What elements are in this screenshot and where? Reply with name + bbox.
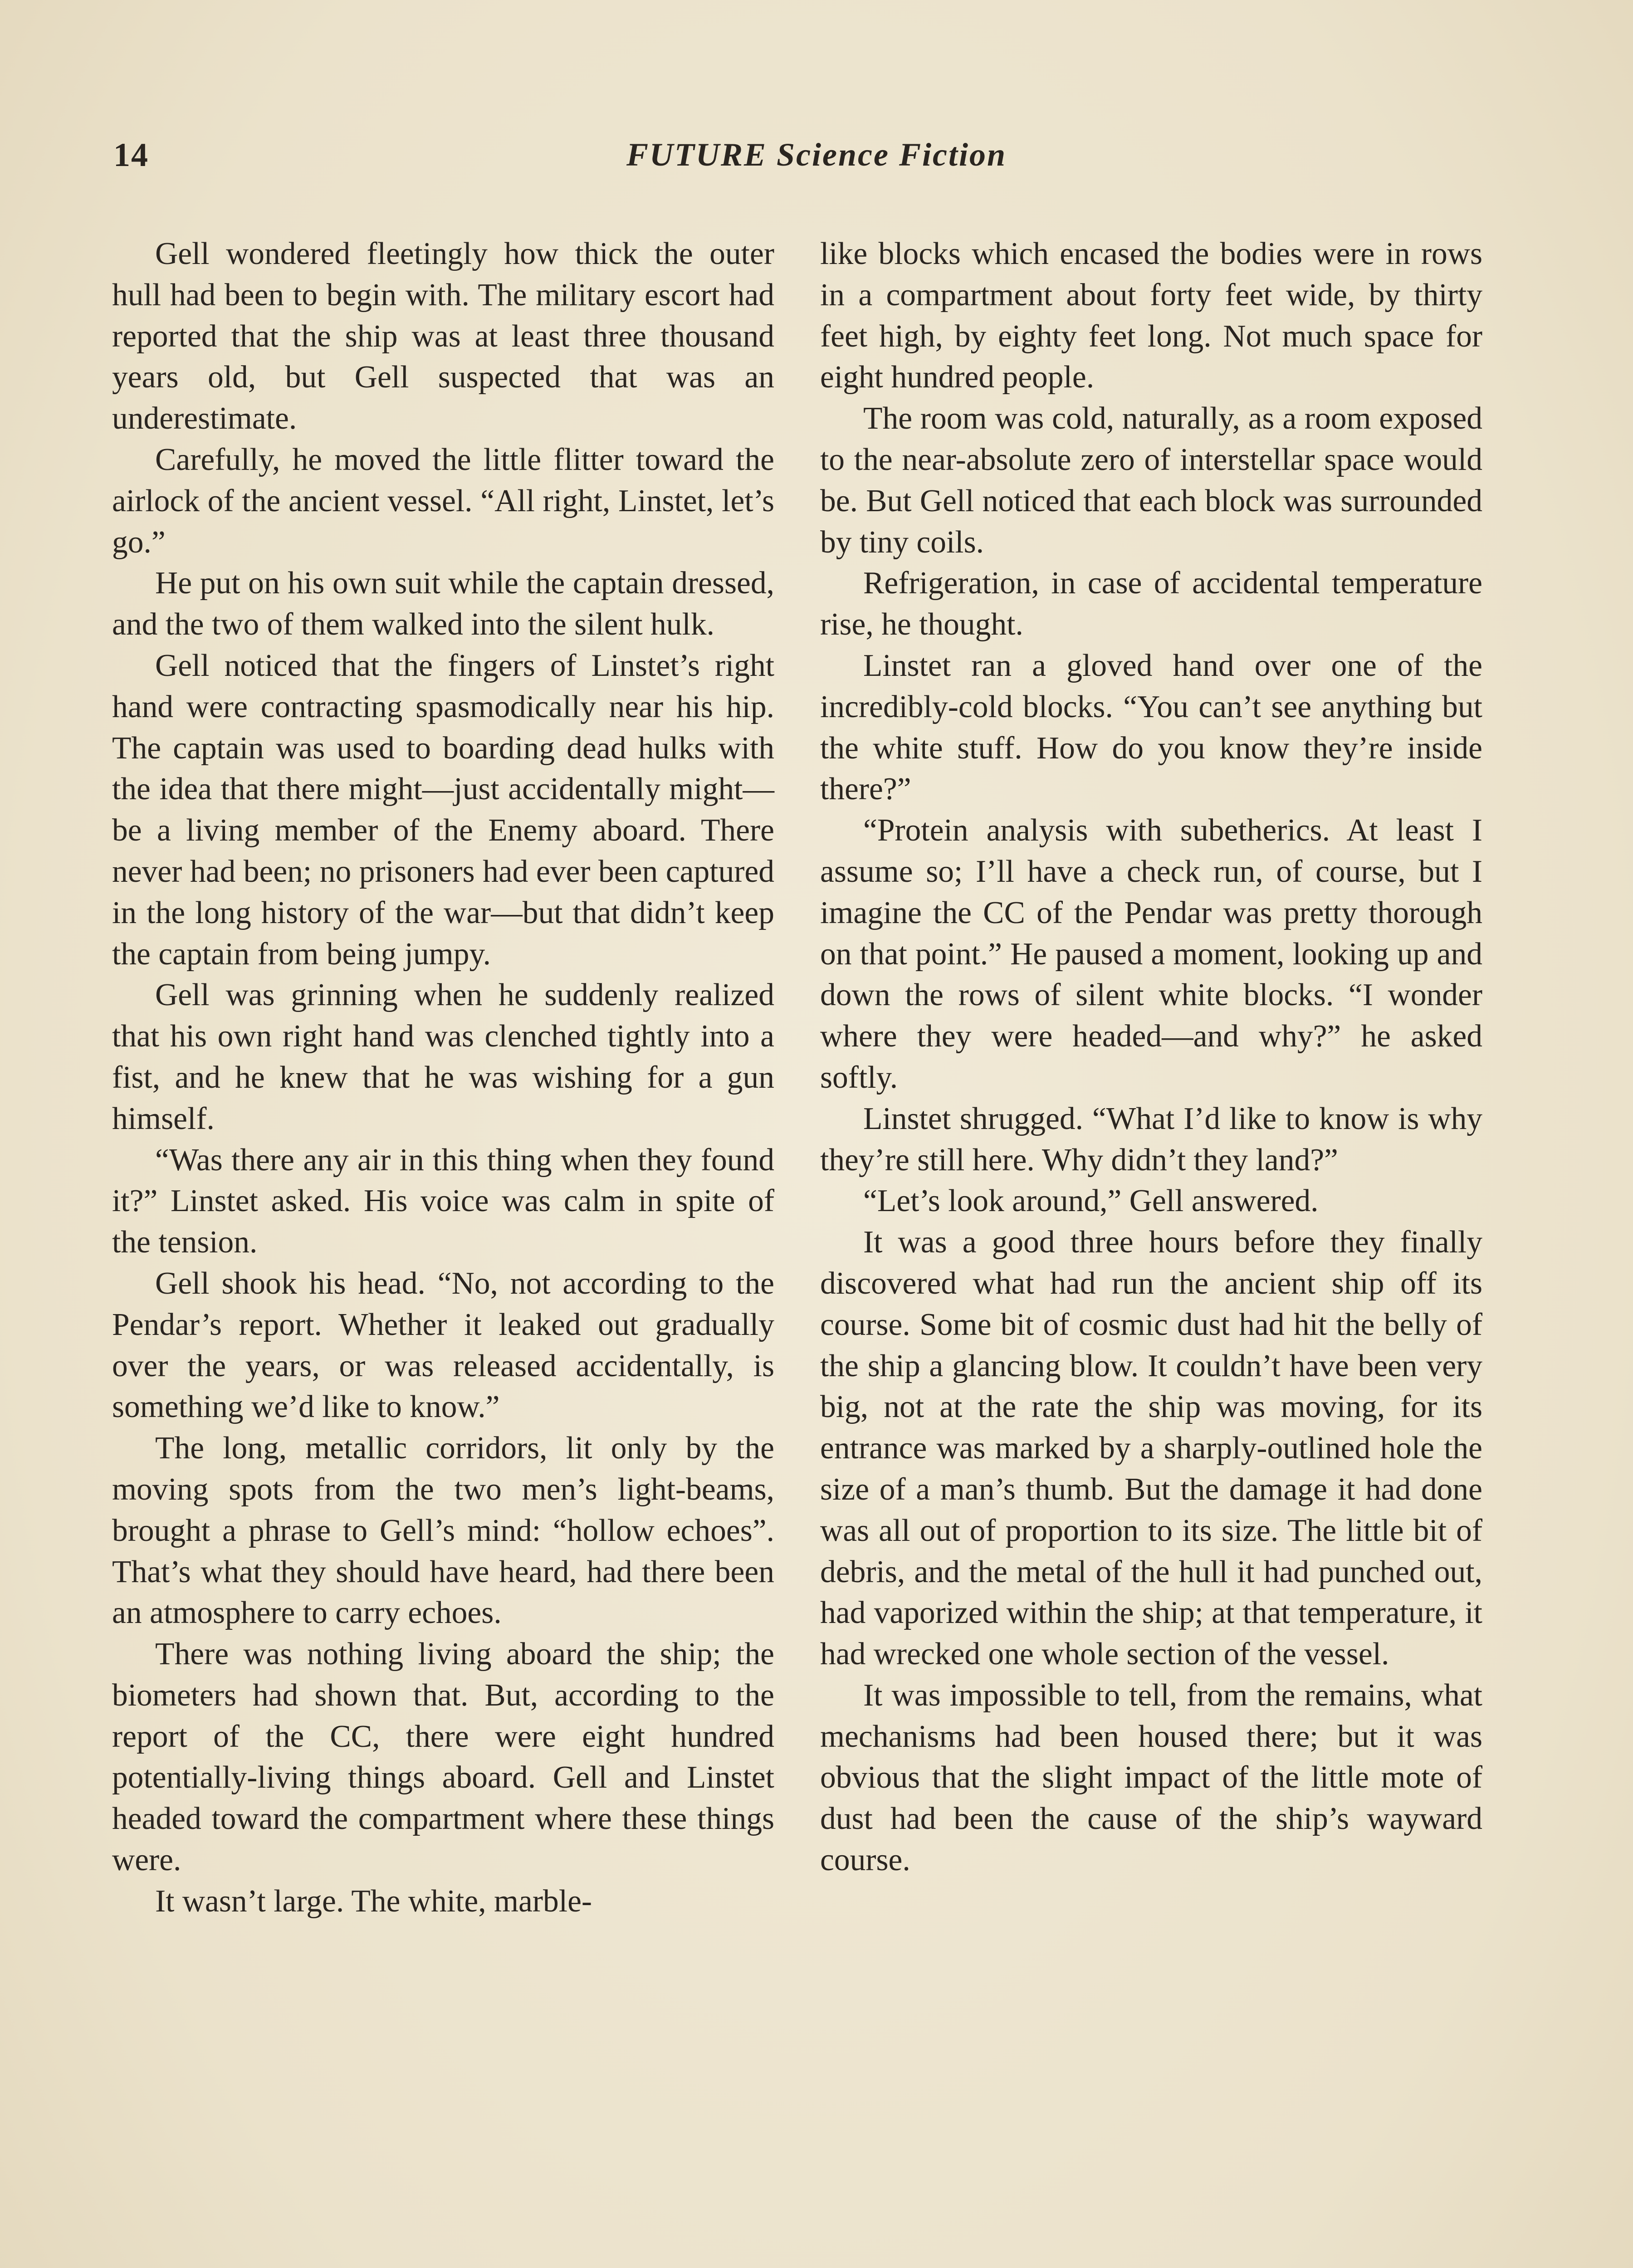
paragraph: Gell noticed that the fingers of Linstet’s right hand were contracting spasmodically near his hip. The captain was used to boarding dead hulks with the idea that there might—just accidentally might—be a living member of the Enemy aboard. There never had been; no prisoners had ever been captured in the long history of the war—but that didn’t keep the captain from being jumpy. [112, 648, 774, 972]
paragraph: “Was there any air in this thing when they found it?” Linstet asked. His voice was calm in spite of the tension. [112, 1142, 774, 1260]
paragraph-continuation: like blocks which encased the bodies were in rows in a compartment about forty feet wide, by thirty feet high, by eighty feet long. Not much space for eight hundred people. [820, 236, 1482, 395]
paragraph: Carefully, he moved the little flitter toward the airlock of the ancient vessel. “All right, Linstet, let’s go.” [112, 442, 774, 560]
paragraph: “Protein analysis with subetherics. At least I assume so; I’ll have a check run, of course, but I imagine the CC of the Pendar was pretty thorough on that point.” He paused a moment, looking up and down the rows of silent white blocks. “I wonder where they were headed—and why?” he asked softly. [820, 813, 1482, 1095]
paragraph: Linstet shrugged. “What I’d like to know is why they’re still here. Why didn’t they land?” [820, 1101, 1482, 1178]
page-header [0, 136, 1633, 191]
paragraph: Linstet ran a gloved hand over one of the incredibly-cold blocks. “You can’t see anything but the white stuff. How do you know they’re inside there?” [820, 648, 1482, 807]
paragraph: It was impossible to tell, from the remains, what mechanisms had been housed there; but it was obvious that the slight impact of the little mote of dust had been the cause of the ship’s wayward course. [820, 1677, 1482, 1878]
paragraph: Gell wondered fleetingly how thick the outer hull had been to begin with. The military escort had reported that the ship was at least three thousand years old, but Gell suspected that was an underestimate. [112, 236, 774, 436]
paragraph: Gell was grinning when he suddenly realized that his own right hand was clenched tightly into a fist, and he knew that he was wishing for a gun himself. [112, 978, 774, 1136]
paragraph: Gell shook his head. “No, not according to the Pendar’s report. Whether it leaked out gradually over the years, or was released accidentally, is something we’d like to know.” [112, 1266, 774, 1425]
running-head: FUTURE Science Fiction [626, 137, 1007, 173]
right-column [820, 234, 1482, 1881]
paragraph: It was a good three hours before they finally discovered what had run the ancient ship off its course. Some bit of cosmic dust had hit the belly of the ship a glancing blow. It couldn’t have been very big, not at the rate the ship was moving, for its entrance was marked by a sharply-outlined hole the size of a man’s thumb. But the damage it had done was all out of proportion to its size. The little bit of debris, and the metal of the hull it had punched out, had vaporized within the ship; at that temperature, it had wrecked one whole section of the vessel. [820, 1225, 1482, 1672]
paragraph: The room was cold, naturally, as a room exposed to the near-absolute zero of interstellar space would be. But Gell noticed that each block was surrounded by tiny coils. [820, 401, 1482, 560]
paragraph: “Let’s look around,” Gell answered. [863, 1183, 1319, 1219]
paragraph: It wasn’t large. The white, marble- [155, 1883, 592, 1919]
left-column [112, 234, 774, 1922]
paragraph: Refrigeration, in case of accidental temperature rise, he thought. [820, 566, 1482, 642]
paragraph: There was nothing living aboard the ship; the biometers had shown that. But, according to the report of the CC, there were eight hundred potentially-living things aboard. Gell and Linstet headed toward the compartment where these things were. [112, 1637, 774, 1878]
page-number: 14 [113, 137, 149, 174]
paragraph: The long, metallic corridors, lit only by the moving spots from the two men’s light-beams, brought a phrase to Gell’s mind: “hollow echoes”. That’s what they should have heard, had there been an atmosphere to carry echoes. [112, 1431, 774, 1631]
paragraph: He put on his own suit while the captain dressed, and the two of them walked into the silent hulk. [112, 566, 774, 642]
